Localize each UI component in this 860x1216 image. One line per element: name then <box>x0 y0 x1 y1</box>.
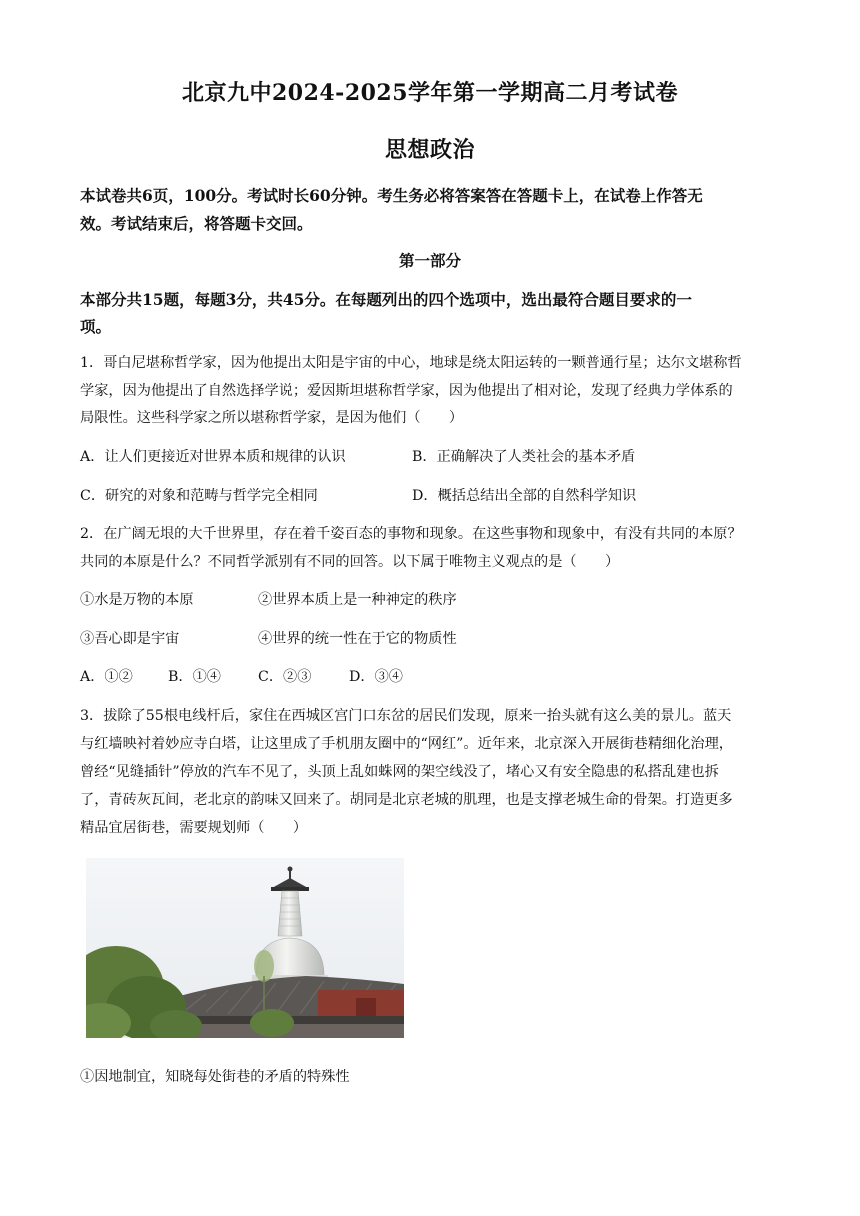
part-intro-line-2: 项。 <box>80 317 112 336</box>
q1-option-a: A．让人们更接近对世界本质和规律的认识 <box>80 449 346 465</box>
q3-stem-line-5: 精品宜居街巷，需要规划师（ ） <box>80 820 308 836</box>
q1-option-b: B．正确解决了人类社会的基本矛盾 <box>412 449 636 465</box>
instructions-line-1: 本试卷共6页，100分。考试时长60分钟。考生务必将答案答在答题卡上，在试卷上作答无 <box>80 186 703 205</box>
q3-stem-line-2: 与红墙映衬着妙应寺白塔，让这里成了手机朋友圈中的“网红”。近年来，北京深入开展街巷精细化治理， <box>80 736 733 752</box>
q1-stem-line-1: 1．哥白尼堪称哲学家，因为他提出太阳是宇宙的中心，地球是绕太阳运转的一颗普通行星；达尔文堪称哲 <box>80 355 742 371</box>
q2-stem-line-1: 2．在广阔无垠的大千世界里，存在着千姿百态的事物和现象。在这些事物和现象中，有没有共同的本原？ <box>80 526 742 542</box>
q1-stem-line-3: 局限性。这些科学家之所以堪称哲学家，是因为他们（ ） <box>80 410 464 426</box>
q1-option-c: C．研究的对象和范畴与哲学完全相同 <box>80 488 318 504</box>
part-intro-line-1: 本部分共15题，每题3分，共45分。在每题列出的四个选项中，选出最符合题目要求的一 <box>80 290 692 309</box>
instructions-line-2: 效。考试结束后，将答题卡交回。 <box>80 214 313 233</box>
q1-stem-line-2: 学家，因为他提出了自然选择学说；爱因斯坦堪称哲学家，因为他提出了相对论，发现了经典力学体系的 <box>80 383 733 399</box>
q3-stem-line-1: 3．拔除了55根电线杆后，家住在西城区宫门口东岔的居民们发现，原来一抬头就有这么美的景儿。蓝天 <box>80 708 732 724</box>
q2-option-b: B．①④ <box>168 669 221 685</box>
q2-option-d: D．③④ <box>349 669 403 685</box>
exam-title: 北京九中2024-2025学年第一学期高二月考试卷 <box>181 80 679 106</box>
part-heading: 第一部分 <box>398 251 461 270</box>
subject-title: 思想政治 <box>384 137 475 163</box>
q2-item-1: ①水是万物的本原 <box>80 592 194 608</box>
q1-option-d: D．概括总结出全部的自然科学知识 <box>412 488 637 504</box>
q2-item-2: ②世界本质上是一种神定的秩序 <box>258 592 457 608</box>
white-pagoda-photo <box>86 858 404 1038</box>
q2-option-a: A．①② <box>80 669 133 685</box>
q2-item-3: ③吾心即是宇宙 <box>80 631 180 647</box>
q3-stem-line-4: 了，青砖灰瓦间，老北京的韵味又回来了。胡同是北京老城的肌理，也是支撑老城生命的骨架。打造更多 <box>80 792 733 808</box>
q2-stem-line-2: 共同的本原是什么？不同哲学派别有不同的回答。以下属于唯物主义观点的是（ ） <box>80 554 620 570</box>
q3-item-1: ①因地制宜，知晓每处街巷的矛盾的特殊性 <box>80 1069 350 1085</box>
q2-item-4: ④世界的统一性在于它的物质性 <box>258 631 457 647</box>
q2-option-c: C．②③ <box>258 669 312 685</box>
q3-stem-line-3: 曾经“见缝插针”停放的汽车不见了，头顶上乱如蛛网的架空线没了，堵心又有安全隐患的私搭乱建也拆 <box>80 764 719 780</box>
